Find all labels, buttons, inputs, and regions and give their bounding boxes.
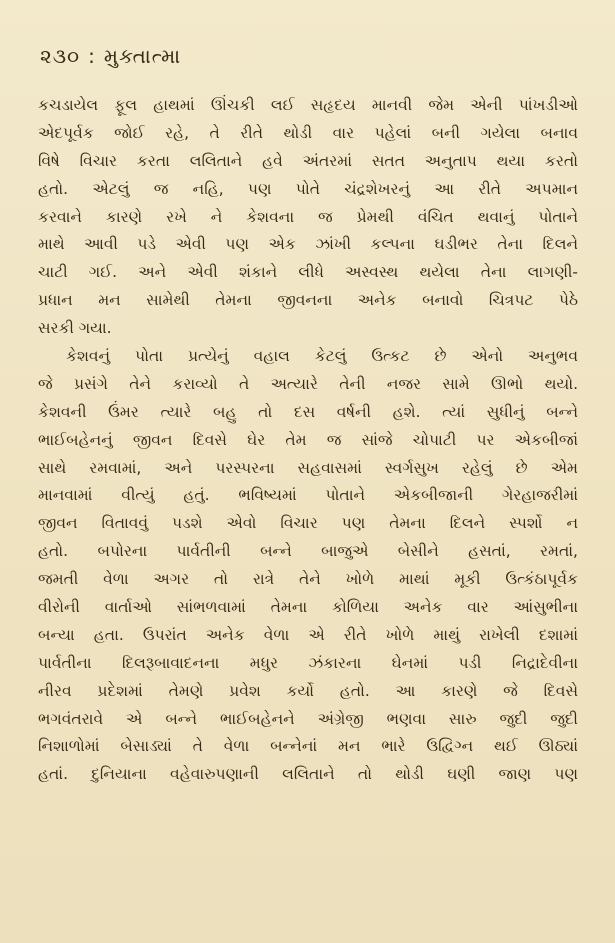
text-line: કેશવની ઉંમર ત્યારે બહુ તો દસ વર્ષની હશે. ત્યાં સુધીનું બન્ને bbox=[38, 402, 578, 421]
text-line: કરવાને કારણે રખે ને કેશવના જ પ્રેમથી વંચિત થવાનું પોતાને bbox=[38, 207, 578, 226]
text-line: જીવન વિતાવવું પડશે એવો વિચાર પણ તેમના દિલને સ્પર્શો ન bbox=[38, 514, 578, 533]
text-line: ચાટી ગઈ. અને એવી શંકાને લીધે અસ્વસ્થ થયેલા તેના લાગણી- bbox=[38, 263, 578, 282]
page-number: ૨૩૦ bbox=[40, 44, 81, 68]
body-text bbox=[38, 92, 578, 789]
text-line: જમતી વેળા અગર તો રાત્રે તેને ખોળે માથાં મૂકી ઉત્કંઠાપૂર્વક bbox=[38, 570, 578, 589]
text-line: સાથે રમવામાં, અને પરસ્પરના સહવાસમાં સ્વર્ગસુખ રહેલું છે એમ bbox=[38, 458, 578, 477]
running-head bbox=[40, 44, 181, 68]
header-separator: : bbox=[88, 44, 96, 68]
text-line: વિષે વિચાર કરતા લલિતાને હવે અંતરમાં સતત અનુતાપ થયા કરતો bbox=[38, 151, 578, 170]
text-line: હતો. બપોરના પાર્વતીની બન્ને બાજુએ બેસીને હસતાં, રમતાં, bbox=[38, 542, 578, 561]
text-line: માનવામાં વીત્યું હતું. ભવિષ્યમાં પોતાને એકબીજાની ગેરહાજરીમાં bbox=[38, 486, 578, 505]
text-line: હતો. એટલું જ નહિ, પણ પોતે ચંદ્રશેખરનું આ રીતે અપમાન bbox=[38, 179, 578, 198]
text-line: જે પ્રસંગે તેને કરાવ્યો તે અત્યારે તેની નજર સામે ઊભો થયો. bbox=[38, 374, 578, 393]
text-line: વીરોની વાર્તાઓ સાંભળવામાં તેમના કોળિયા અનેક વાર આંસુભીના bbox=[38, 598, 578, 617]
text-line: પ્રધાન મન સામેથી તેમના જીવનના અનેક બનાવો ચિત્રપટ પેઠે bbox=[38, 291, 578, 310]
text-line: બન્યા હતા. ઉપરાંત અનેક વેળા એ રીતે ખોળે માથું રાખેલી દશામાં bbox=[38, 625, 578, 644]
text-line: કેશવનું પોતા પ્રત્યેનું વહાલ કેટલું ઉત્કટ છે એનો અનુભવ bbox=[66, 347, 578, 366]
text-line: સરકી ગયા. bbox=[38, 319, 112, 338]
book-title: મુક્તાત્મા bbox=[103, 44, 182, 68]
text-line: એદપૂર્વક જોઈ રહે, તે રીતે થોડી વાર પહેલાં બની ગયેલા બનાવ bbox=[38, 123, 578, 142]
text-line: ભાઈબહેનનું જીવન દિવસે ઘેર તેમ જ સાંજે ચોપાટી પર એકબીજાં bbox=[38, 430, 578, 449]
text-line: નીરવ પ્રદેશમાં તેમણે પ્રવેશ કર્યો હતો. આ કારણે જે દિવસે bbox=[38, 681, 578, 700]
text-line: નિશાળોમાં બેસાડ્યાં તે વેળા બન્નેનાં મન ભારે ઉદ્વિગ્ન થઈ ઊઠ્યાં bbox=[38, 737, 578, 756]
text-line: માથે આવી પડે એવી પણ એક ઝાંખી કલ્પના ઘડીભર તેના દિલને bbox=[38, 235, 578, 254]
text-line: પાર્વતીના દિલરૂબાવાદનના મધુર ઝંકારના ઘેનમાં પડી નિદ્રાદેવીના bbox=[38, 653, 578, 672]
text-line: કચડાયેલ ફૂલ હાથમાં ઊંચકી લઈ સહૃદય માનવી જેમ એની પાંખડીઓ bbox=[38, 96, 578, 114]
text-line: હતાં. દુનિયાના વહેવારુપણાની લલિતાને તો થોડી ઘણી જાણ પણ bbox=[38, 765, 578, 784]
text-line: ભગવંતરાવે એ બન્ને ભાઈબહેનને અંગ્રેજી ભણવા સારુ જુદી જુદી bbox=[38, 709, 578, 728]
